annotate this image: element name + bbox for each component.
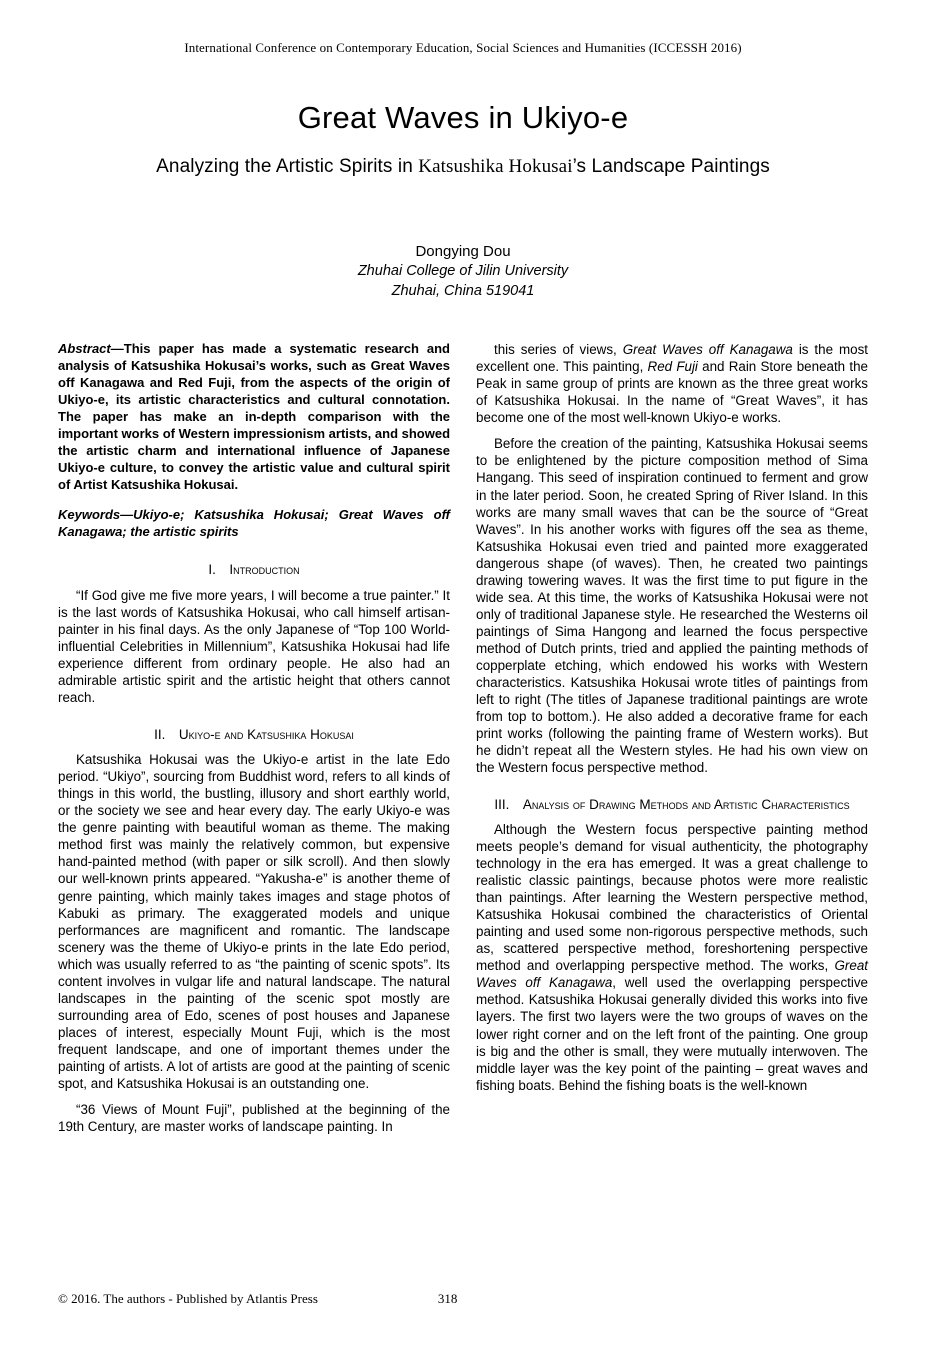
body-columns xyxy=(0,341,926,1134)
text-run: is the most excellent one. This painting, xyxy=(476,342,868,375)
abstract-lead: Abstract— xyxy=(58,341,124,357)
text-run: this series of views, xyxy=(494,342,623,358)
page-title: Great Waves in Ukiyo-e xyxy=(297,100,629,135)
text-run: Although the Western focus perspective painting method meets people’s demand for visual authenticity, the photography technology in the era has emerged. It was a great challenge to realistic classic paintings, because photos were more realistic than paintings. After learning the Western perspective method, Katsushika Hokusai combined the characteristics of Oriental painting and used some non-rigorous perspective methods, such as, scattered perspective method, foreshortening perspective method and overlapping perspective method. The works, xyxy=(476,822,868,974)
section-heading-introduction: I. Introduction xyxy=(208,562,300,578)
work-title: Great Waves off Kanagawa xyxy=(476,958,868,991)
abstract-block xyxy=(58,341,450,493)
paragraph: “36 Views of Mount Fuji”, published at the beginning of the 19th Century, are master works of landscape painting. In xyxy=(58,1101,450,1134)
paragraph xyxy=(476,821,868,1093)
subtitle-part-1: Analyzing the Artistic Spirits in xyxy=(156,156,419,177)
author-location: Zhuhai, China 519041 xyxy=(391,282,535,299)
paper-page xyxy=(0,40,926,1349)
section-heading-analysis: III. Analysis of Drawing Methods and Artistic Characteristics xyxy=(494,796,850,812)
abstract-text: This paper has made a systematic research and analysis of Katsushika Hokusai’s works, such as Great Waves off Kanagawa and Red Fuji, from the aspects of the origin of Ukiyo-e, its artistic characteristics and cultural connotation. The paper has make an in-depth comparison with the important works of Western impressionism artists, and showed the artistic charm and international influence of Japanese Ukiyo-e culture, to convey the artistic value and cultural spirit of Artist Katsushika Hokusai. xyxy=(58,341,451,492)
text-run: and Rain Store beneath the Peak in same group of prints are known as the three great works of Katsushika Hokusai. In the name of “Great Waves”, it has become one of the most well-known Ukiyo-e works. xyxy=(476,359,868,426)
author-block xyxy=(0,242,926,301)
author-affiliation: Zhuhai College of Jilin University xyxy=(357,263,569,280)
paragraph: “If God give me five more years, I will become a true painter.” It is the last words of Katsushika Hokusai, who call himself artisan-painter in his final days. As the only Japanese of “Top 100 World-influential Celebrities in Millennium”, Katsushika Hokusai had life experience different from ordinary people. He also had an admirable artistic spirit and the artistic height that others cannot reach. xyxy=(58,587,450,705)
page-footer xyxy=(58,1291,868,1307)
work-title: Great Waves off Kanagawa xyxy=(622,342,793,358)
keywords-lead: Keywords— xyxy=(58,507,134,523)
subtitle-part-2: Katsushika Hokusai xyxy=(418,156,573,177)
text-run: , well used the overlapping perspective method. Katsushika Hokusai generally divided this works into five layers. The first two layers were the two groups of waves on the lower right corner and on the left front of the painting. One group is big and the other is small, they were mutually interwoven. The middle layer was the key point of the painting – great waves and fishing boats. Behind the fishing boats is the well-known xyxy=(476,975,868,1093)
keywords-block xyxy=(58,507,450,541)
paper-subtitle xyxy=(0,156,926,178)
page-number: 318 xyxy=(437,1291,458,1306)
paragraph xyxy=(476,341,868,426)
copyright-notice: © 2016. The authors - Published by Atlantis Press xyxy=(58,1291,318,1306)
paragraph: Before the creation of the painting, Katsushika Hokusai seems to be enlightened by the picture composition method of Sima Hangang. This seed of inspiration continued to ferment and grow in the later period. Soon, he created Spring of River Island. In this works are many small waves that can be the source of “Great Waves”. In his another works with figures off the sea as theme, Katsushika Hokusai even tried and painted more exaggerated dangerous shape (of waves). Then, he created two paintings drawing towering waves. It was the first time to put figure in the wide sea. At this time, the works of Katsushika Hokusai were not only of traditional Japanese style. He researched the Westerns oil paintings of Sima Hangong and learned the focus perspective method of Dutch prints, tried and applied the painting methods of copperplate etching, which endowed his works with Western characteristics. Katsushika Hokusai wrote titles of paintings from left to right (The titles of Japanese traditional paintings are wrote from top to bottom.). He also added a decorative frame for each print works (following the painting frame of Western works). But he didn’t repeat all the Western styles. He had his own view on the Western focus perspective method. xyxy=(476,436,868,775)
subtitle-part-3: ’s Landscape Paintings xyxy=(572,156,770,177)
conference-header: International Conference on Contemporary Education, Social Sciences and Humanities (ICCESSH 2016) xyxy=(184,40,742,55)
author-name: Dongying Dou xyxy=(415,243,511,260)
paragraph: Katsushika Hokusai was the Ukiyo-e artist in the late Edo period. “Ukiyo”, sourcing from Buddhist word, refers to all kinds of things in this world, the bustling, illusory and short earthly world, or the society we see and hear every day. The early Ukiyo-e was the genre painting with beautiful woman as theme. The making method first was mainly the relatively common, but expensive hand-painted method (with paper or silk scroll). And then slowly our well-known prints appeared. “Yakusha-e” is another theme of genre painting, which mainly takes images and stage photos of Kabuki as primary. The exaggerated models and unique performances are magnificent and romantic. The landscape scenery was the theme of Ukiyo-e prints in the late Edo period, which was usually referred to as “the painting of scenic spots”. Its content involves in vulgar life and natural landscape. The natural landscapes in the painting of the scenic spot mostly are surrounding area of Edo, scenes of post houses and Japanese places of interest, especially Mount Fuji, which is the most frequent landscape, and one of important themes under the painting of artists. A lot of artists are good at the painting of scenic spot, and Katsushika Hokusai is an outstanding one. xyxy=(58,752,450,1091)
right-column xyxy=(476,341,868,1134)
left-column xyxy=(58,341,450,1134)
work-title: Red Fuji xyxy=(647,359,698,375)
section-heading-ukiyoe: II. Ukiyo-e and Katsushika Hokusai xyxy=(154,726,354,742)
keywords-text: Ukiyo-e; Katsushika Hokusai; Great Waves off Kanagawa; the artistic spirits xyxy=(58,507,450,540)
